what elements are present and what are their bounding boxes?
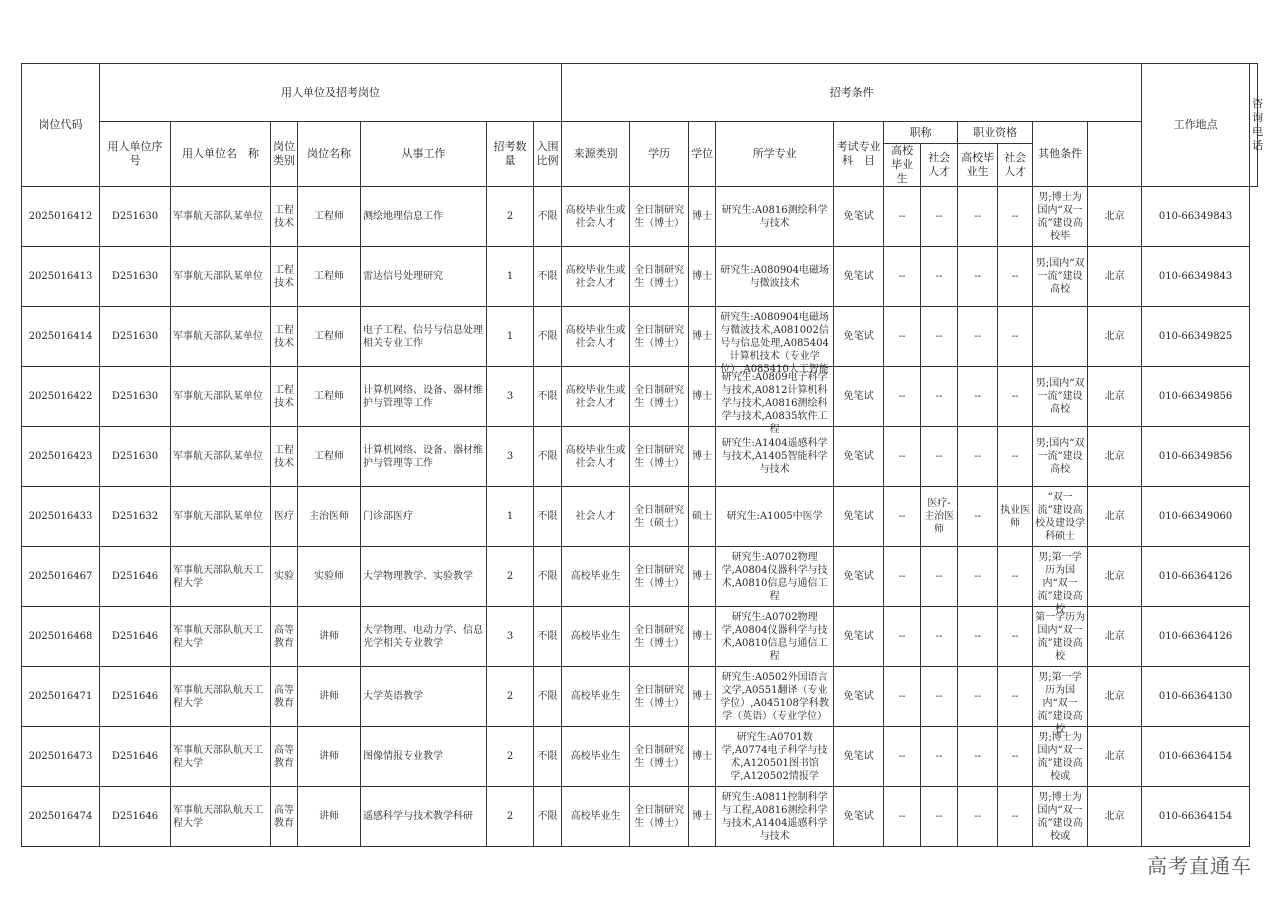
cell-post-type: 高等教育 [271, 667, 298, 727]
table-row [22, 247, 1258, 307]
cell-phone: 010-66364154 [1142, 787, 1250, 847]
header-title-social: 社会人才 [921, 144, 958, 187]
cell-other [1033, 487, 1088, 547]
cell-exam: 免笔试 [834, 607, 884, 667]
cell-phone: 010-66364126 [1142, 607, 1250, 667]
cell-other-text: 男;国内“双一流”建设高校 [1035, 438, 1085, 475]
cell-qual-grad: -- [958, 427, 998, 487]
cell-work: 图像情报专业教学 [361, 727, 487, 787]
cell-degree: 博士 [689, 247, 716, 307]
cell-unit-name: 军事航天部队某单位 [171, 247, 271, 307]
cell-unit-name: 军事航天部队航天工程大学 [171, 547, 271, 607]
cell-exam: 免笔试 [834, 367, 884, 427]
cell-degree: 博士 [689, 367, 716, 427]
cell-title-social: -- [921, 427, 958, 487]
cell-source: 高校毕业生 [562, 607, 630, 667]
cell-work: 电子工程、信号与信息处理相关专业工作 [361, 307, 487, 367]
cell-count: 1 [487, 307, 534, 367]
header-count: 招考数量 [487, 122, 534, 187]
cell-ratio: 不限 [534, 607, 562, 667]
cell-work: 大学英语教学 [361, 667, 487, 727]
cell-location: 北京 [1088, 427, 1142, 487]
cell-qual-grad: -- [958, 787, 998, 847]
header-post-name: 岗位名称 [298, 122, 361, 187]
cell-count: 3 [487, 427, 534, 487]
cell-edu: 全日制研究生（博士） [630, 247, 689, 307]
cell-major-text: 研究生:A0702物理学,A0804仪器科学与技术,A0810信息与通信工程 [721, 611, 828, 662]
cell-qual-social: -- [998, 607, 1033, 667]
cell-post-type: 工程技术 [271, 427, 298, 487]
cell-post-name: 工程师 [298, 247, 361, 307]
cell-location: 北京 [1088, 247, 1142, 307]
header-location: 工作地点 [1142, 64, 1250, 187]
cell-major-text: 研究生:A080904电磁场与微波技术,A081002信号与信息处理,A085404计算机技术（专业学位）,A085410人工智能 [720, 311, 829, 375]
cell-exam: 免笔试 [834, 307, 884, 367]
cell-code: 2025016412 [22, 187, 100, 247]
cell-code: 2025016467 [22, 547, 100, 607]
cell-unit-name: 军事航天部队某单位 [171, 307, 271, 367]
cell-post-name: 讲师 [298, 607, 361, 667]
cell-title-social: 医疗-主治医师 [921, 487, 958, 547]
cell-ratio: 不限 [534, 787, 562, 847]
cell-exam: 免笔试 [834, 787, 884, 847]
table-row [22, 727, 1258, 787]
cell-major [716, 667, 834, 727]
cell-work: 大学物理教学、实验教学 [361, 547, 487, 607]
cell-qual-social: -- [998, 727, 1033, 787]
cell-title-social: -- [921, 187, 958, 247]
cell-title-grad: -- [884, 607, 921, 667]
cell-work: 计算机网络、设备、器材维护与管理等工作 [361, 367, 487, 427]
cell-major [716, 187, 834, 247]
cell-title-social: -- [921, 547, 958, 607]
cell-unit-name: 军事航天部队航天工程大学 [171, 727, 271, 787]
cell-location: 北京 [1088, 187, 1142, 247]
cell-major [716, 727, 834, 787]
header-exam: 考试专业科 目 [834, 122, 884, 187]
table-row [22, 787, 1258, 847]
cell-other [1033, 787, 1088, 847]
cell-major-text: 研究生:A0702物理学,A0804仪器科学与技术,A0810信息与通信工程 [721, 551, 828, 602]
cell-phone: 010-66349856 [1142, 427, 1250, 487]
header-work: 从事工作 [361, 122, 487, 187]
cell-unit-no: D251630 [100, 307, 171, 367]
cell-qual-social: -- [998, 307, 1033, 367]
watermark: 高考直通车 [1147, 854, 1252, 878]
cell-count: 1 [487, 487, 534, 547]
cell-work: 计算机网络、设备、器材维护与管理等工作 [361, 427, 487, 487]
cell-title-grad: -- [884, 427, 921, 487]
cell-qual-grad: -- [958, 487, 998, 547]
cell-degree: 博士 [689, 607, 716, 667]
cell-title-grad: -- [884, 667, 921, 727]
cell-other-text: 第一学历为国内“双一流”建设高校 [1035, 611, 1086, 662]
cell-location: 北京 [1088, 787, 1142, 847]
header-edu: 学历 [630, 122, 689, 187]
cell-ratio: 不限 [534, 487, 562, 547]
cell-other-text: 男;国内“双一流”建设高校 [1035, 258, 1085, 295]
cell-source: 高校毕业生或社会人才 [562, 367, 630, 427]
cell-exam: 免笔试 [834, 427, 884, 487]
cell-post-name: 讲师 [298, 727, 361, 787]
cell-phone: 010-66364154 [1142, 727, 1250, 787]
cell-major [716, 787, 834, 847]
cell-unit-no: D251646 [100, 667, 171, 727]
cell-post-type: 高等教育 [271, 727, 298, 787]
cell-title-grad: -- [884, 487, 921, 547]
cell-unit-name: 军事航天部队某单位 [171, 187, 271, 247]
cell-phone: 010-66349060 [1142, 487, 1250, 547]
header-title-grad: 高校毕业生 [884, 144, 921, 187]
cell-unit-name: 军事航天部队某单位 [171, 427, 271, 487]
cell-major-text: 研究生:A0811控制科学与工程,A0816测绘科学与技术,A1404遥感科学与技术 [721, 791, 828, 842]
cell-title-grad: -- [884, 787, 921, 847]
cell-post-name: 工程师 [298, 367, 361, 427]
cell-degree: 博士 [689, 187, 716, 247]
cell-post-type: 工程技术 [271, 307, 298, 367]
cell-post-type: 高等教育 [271, 787, 298, 847]
header-other: 其他条件 [1033, 122, 1088, 187]
cell-major [716, 367, 834, 435]
cell-other [1033, 307, 1088, 367]
cell-post-name: 工程师 [298, 307, 361, 367]
cell-count: 1 [487, 247, 534, 307]
cell-title-social: -- [921, 787, 958, 847]
cell-source: 高校毕业生 [562, 727, 630, 787]
cell-qual-grad: -- [958, 547, 998, 607]
cell-post-name: 实验师 [298, 547, 361, 607]
cell-count: 2 [487, 547, 534, 607]
cell-code: 2025016468 [22, 607, 100, 667]
cell-unit-name: 军事航天部队航天工程大学 [171, 787, 271, 847]
cell-post-type: 高等教育 [271, 607, 298, 667]
cell-edu: 全日制研究生（博士） [630, 367, 689, 427]
cell-other-text: 男;博士为国内“双一流”建设高校或 [1037, 731, 1083, 782]
cell-title-grad: -- [884, 307, 921, 367]
cell-post-type: 医疗 [271, 487, 298, 547]
cell-location: 北京 [1088, 367, 1142, 427]
cell-code: 2025016474 [22, 787, 100, 847]
cell-other-text: “双一流”建设高校及建设学科硕士 [1035, 491, 1086, 542]
cell-title-grad: -- [884, 187, 921, 247]
cell-edu: 全日制研究生（博士） [630, 727, 689, 787]
cell-other-text: 男;国内“双一流”建设高校 [1035, 378, 1085, 415]
cell-major [716, 427, 834, 487]
cell-ratio: 不限 [534, 367, 562, 427]
cell-work: 门诊部医疗 [361, 487, 487, 547]
cell-other-text: 男;第一学历为国内“双一流”建设高校 [1037, 671, 1083, 735]
cell-other-text: 男;博士为国内“双一流”建设高校毕 [1037, 191, 1083, 242]
cell-edu: 全日制研究生（博士） [630, 547, 689, 607]
cell-other [1033, 367, 1088, 427]
cell-source: 社会人才 [562, 487, 630, 547]
cell-location: 北京 [1088, 547, 1142, 607]
cell-unit-no: D251646 [100, 607, 171, 667]
cell-qual-social: -- [998, 787, 1033, 847]
header-degree: 学位 [689, 122, 716, 187]
cell-source: 高校毕业生 [562, 667, 630, 727]
cell-source: 高校毕业生或社会人才 [562, 187, 630, 247]
cell-ratio: 不限 [534, 307, 562, 367]
cell-unit-no: D251632 [100, 487, 171, 547]
header-major: 所学专业 [716, 122, 834, 187]
cell-post-name: 工程师 [298, 187, 361, 247]
cell-ratio: 不限 [534, 187, 562, 247]
cell-source: 高校毕业生 [562, 787, 630, 847]
cell-edu: 全日制研究生（博士） [630, 427, 689, 487]
cell-degree: 硕士 [689, 487, 716, 547]
cell-qual-grad: -- [958, 667, 998, 727]
cell-phone: 010-66349843 [1142, 247, 1250, 307]
cell-other [1033, 187, 1088, 247]
cell-code: 2025016433 [22, 487, 100, 547]
cell-qual-grad: -- [958, 307, 998, 367]
table-body [22, 187, 1258, 847]
cell-degree: 博士 [689, 307, 716, 367]
cell-major [716, 487, 834, 547]
cell-edu: 全日制研究生（硕士） [630, 487, 689, 547]
cell-title-social: -- [921, 607, 958, 667]
cell-other-text: 男;博士为国内“双一流”建设高校或 [1037, 791, 1083, 842]
cell-edu: 全日制研究生（博士） [630, 607, 689, 667]
cell-ratio: 不限 [534, 247, 562, 307]
cell-qual-social: -- [998, 247, 1033, 307]
cell-other [1033, 547, 1088, 615]
cell-phone: 010-66349856 [1142, 367, 1250, 427]
cell-phone: 010-66349843 [1142, 187, 1250, 247]
cell-title-grad: -- [884, 727, 921, 787]
cell-source: 高校毕业生或社会人才 [562, 307, 630, 367]
cell-post-type: 工程技术 [271, 187, 298, 247]
cell-title-social: -- [921, 367, 958, 427]
cell-major-text: 研究生:A0816测绘科学与技术 [721, 204, 828, 229]
cell-location: 北京 [1088, 487, 1142, 547]
cell-post-name: 讲师 [298, 787, 361, 847]
cell-qual-social: -- [998, 427, 1033, 487]
cell-major [716, 247, 834, 307]
cell-major-text: 研究生:A1005中医学 [726, 511, 823, 522]
cell-title-grad: -- [884, 247, 921, 307]
cell-title-social: -- [921, 307, 958, 367]
cell-qual-grad: -- [958, 187, 998, 247]
cell-exam: 免笔试 [834, 547, 884, 607]
cell-exam: 免笔试 [834, 727, 884, 787]
cell-other [1033, 727, 1088, 787]
header-qual-grad: 高校毕业生 [958, 144, 998, 187]
cell-work: 遥感科学与技术教学科研 [361, 787, 487, 847]
cell-location: 北京 [1088, 307, 1142, 367]
cell-work: 测绘地理信息工作 [361, 187, 487, 247]
cell-code: 2025016473 [22, 727, 100, 787]
cell-other [1033, 607, 1088, 667]
cell-degree: 博士 [689, 787, 716, 847]
cell-source: 高校毕业生或社会人才 [562, 427, 630, 487]
cell-qual-social: -- [998, 667, 1033, 727]
cell-unit-no: D251630 [100, 427, 171, 487]
header-unit-name: 用人单位名 称 [171, 122, 271, 187]
cell-major-text: 研究生:A0809电子科学与技术,A0812计算机科学与技术,A0816测绘科学与技术,A0835软件工程 [721, 371, 828, 435]
cell-qual-grad: -- [958, 247, 998, 307]
cell-qual-social: -- [998, 547, 1033, 607]
cell-qual-social: -- [998, 187, 1033, 247]
cell-phone: 010-66349825 [1142, 307, 1250, 367]
header-qual-group: 职业资格 [958, 122, 1033, 144]
cell-major [716, 547, 834, 607]
table-row [22, 607, 1258, 667]
cell-work: 大学物理、电动力学、信息光学相关专业教学 [361, 607, 487, 667]
cell-major-text: 研究生:A0502外国语言文学,A0551翻译（专业学位）,A045108学科教学（英语）（专业学位） [720, 671, 829, 722]
cell-post-type: 实验 [271, 547, 298, 607]
cell-other-text: 男;第一学历为国内“双一流”建设高校 [1037, 551, 1083, 615]
cell-code: 2025016414 [22, 307, 100, 367]
cell-ratio: 不限 [534, 427, 562, 487]
cell-degree: 博士 [689, 727, 716, 787]
header-unit-group: 用人单位及招考岗位 [100, 64, 562, 122]
cell-qual-grad: -- [958, 607, 998, 667]
cell-other [1033, 667, 1088, 735]
cell-edu: 全日制研究生（博士） [630, 187, 689, 247]
cell-count: 2 [487, 667, 534, 727]
header-qual-social: 社会人才 [998, 144, 1033, 187]
cell-unit-no: D251630 [100, 367, 171, 427]
cell-degree: 博士 [689, 547, 716, 607]
cell-count: 3 [487, 367, 534, 427]
cell-post-name: 讲师 [298, 667, 361, 727]
header-unit-no: 用人单位序 号 [100, 122, 171, 187]
cell-major-text: 研究生:A080904电磁场与微波技术 [720, 264, 829, 289]
cell-source: 高校毕业生 [562, 547, 630, 607]
cell-code: 2025016413 [22, 247, 100, 307]
cell-exam: 免笔试 [834, 187, 884, 247]
cell-title-grad: -- [884, 367, 921, 427]
cell-edu: 全日制研究生（博士） [630, 667, 689, 727]
cell-qual-grad: -- [958, 727, 998, 787]
table-row [22, 367, 1258, 427]
header-phone: 咨询电话 [1250, 64, 1258, 187]
cell-post-type: 工程技术 [271, 247, 298, 307]
cell-qual-social: -- [998, 367, 1033, 427]
cell-source: 高校毕业生或社会人才 [562, 247, 630, 307]
recruitment-table [21, 63, 1264, 847]
cell-unit-no: D251630 [100, 187, 171, 247]
header-title-group: 职称 [884, 122, 958, 144]
cell-exam: 免笔试 [834, 667, 884, 727]
cell-count: 3 [487, 607, 534, 667]
cell-ratio: 不限 [534, 547, 562, 607]
header-source: 来源类别 [562, 122, 630, 187]
cell-ratio: 不限 [534, 727, 562, 787]
cell-code: 2025016471 [22, 667, 100, 727]
cell-location: 北京 [1088, 727, 1142, 787]
cell-title-grad: -- [884, 547, 921, 607]
table-row [22, 187, 1258, 247]
cell-code: 2025016422 [22, 367, 100, 427]
cell-unit-no: D251646 [100, 547, 171, 607]
cell-unit-name: 军事航天部队某单位 [171, 487, 271, 547]
cell-title-social: -- [921, 667, 958, 727]
header-post-type: 岗位类别 [271, 122, 298, 187]
cell-unit-no: D251630 [100, 247, 171, 307]
table-row [22, 547, 1258, 607]
cell-phone: 010-66364126 [1142, 547, 1250, 607]
cell-other [1033, 427, 1088, 487]
cell-location: 北京 [1088, 607, 1142, 667]
cell-post-type: 工程技术 [271, 367, 298, 427]
cell-code: 2025016423 [22, 427, 100, 487]
header-cond-group: 招考条件 [562, 64, 1142, 122]
cell-unit-no: D251646 [100, 727, 171, 787]
cell-title-social: -- [921, 247, 958, 307]
cell-count: 2 [487, 727, 534, 787]
cell-major-text: 研究生:A1404遥感科学与技术,A1405智能科学与技术 [721, 438, 828, 475]
cell-count: 2 [487, 787, 534, 847]
cell-degree: 博士 [689, 667, 716, 727]
cell-exam: 免笔试 [834, 487, 884, 547]
cell-ratio: 不限 [534, 667, 562, 727]
cell-edu: 全日制研究生（博士） [630, 787, 689, 847]
cell-phone: 010-66364130 [1142, 667, 1250, 727]
cell-other [1033, 247, 1088, 307]
cell-qual-social: 执业医师 [998, 487, 1033, 547]
cell-location: 北京 [1088, 667, 1142, 727]
table-row [22, 487, 1258, 547]
cell-post-name: 工程师 [298, 427, 361, 487]
cell-major [716, 307, 834, 375]
cell-work: 雷达信号处理研究 [361, 247, 487, 307]
header-code: 岗位代码 [22, 64, 100, 187]
cell-unit-name: 军事航天部队航天工程大学 [171, 667, 271, 727]
cell-edu: 全日制研究生（博士） [630, 307, 689, 367]
cell-title-social: -- [921, 727, 958, 787]
cell-post-name: 主治医师 [298, 487, 361, 547]
cell-unit-name: 军事航天部队航天工程大学 [171, 607, 271, 667]
table-row [22, 667, 1258, 727]
cell-exam: 免笔试 [834, 247, 884, 307]
header-ratio: 入围比例 [534, 122, 562, 187]
cell-count: 2 [487, 187, 534, 247]
cell-unit-no: D251646 [100, 787, 171, 847]
cell-major [716, 607, 834, 667]
cell-unit-name: 军事航天部队某单位 [171, 367, 271, 427]
table-row [22, 307, 1258, 367]
cell-major-text: 研究生:A0701数学,A0774电子科学与技术,A120501图书馆学,A120502情报学 [721, 731, 828, 782]
cell-degree: 博士 [689, 427, 716, 487]
cell-qual-grad: -- [958, 367, 998, 427]
table-row [22, 427, 1258, 487]
